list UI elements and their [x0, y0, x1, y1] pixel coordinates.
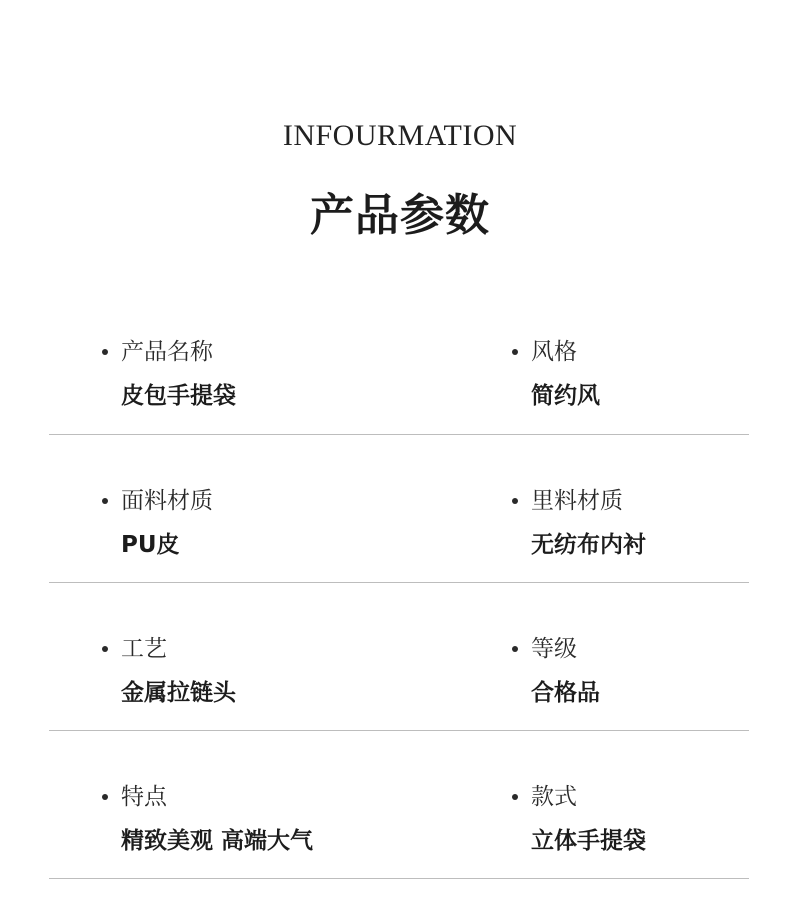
spec-value: 金属拉链头 — [121, 680, 236, 706]
header-en-title: INFOURMATION — [282, 119, 518, 152]
spec-list — [49, 286, 749, 879]
spec-item-name — [100, 336, 236, 412]
spec-label: 款式 — [531, 784, 577, 810]
spec-row — [49, 435, 749, 583]
spec-value: 立体手提袋 — [531, 828, 646, 854]
spec-row — [49, 286, 749, 435]
bullet-dot-icon — [102, 646, 108, 652]
spec-value: 合格品 — [531, 680, 600, 706]
spec-label: 产品名称 — [121, 339, 213, 365]
spec-value: PU皮 — [121, 532, 180, 558]
bullet-dot-icon — [102, 349, 108, 355]
spec-value: 简约风 — [531, 383, 600, 409]
spec-item-design — [510, 781, 646, 857]
spec-label: 里料材质 — [531, 488, 623, 514]
bullet-dot-icon — [102, 794, 108, 800]
spec-item-grade — [510, 633, 600, 709]
spec-label: 等级 — [531, 636, 577, 662]
header-cn-title: 产品参数 — [310, 190, 490, 241]
bullet-dot-icon — [512, 646, 518, 652]
spec-item-lining-material — [510, 485, 646, 561]
spec-label: 工艺 — [121, 636, 167, 662]
spec-item-craft — [100, 633, 236, 709]
spec-label: 风格 — [531, 339, 577, 365]
spec-row — [49, 583, 749, 731]
bullet-dot-icon — [102, 498, 108, 504]
spec-item-features — [100, 781, 313, 857]
bullet-dot-icon — [512, 498, 518, 504]
bullet-dot-icon — [512, 794, 518, 800]
spec-label: 面料材质 — [121, 488, 213, 514]
spec-label: 特点 — [121, 784, 167, 810]
spec-value: 无纺布内衬 — [531, 532, 646, 558]
spec-item-outer-material — [100, 485, 213, 561]
bullet-dot-icon — [512, 349, 518, 355]
spec-value: 精致美观 高端大气 — [121, 828, 314, 854]
spec-value: 皮包手提袋 — [121, 383, 236, 409]
spec-item-style — [510, 336, 600, 412]
spec-row — [49, 731, 749, 879]
